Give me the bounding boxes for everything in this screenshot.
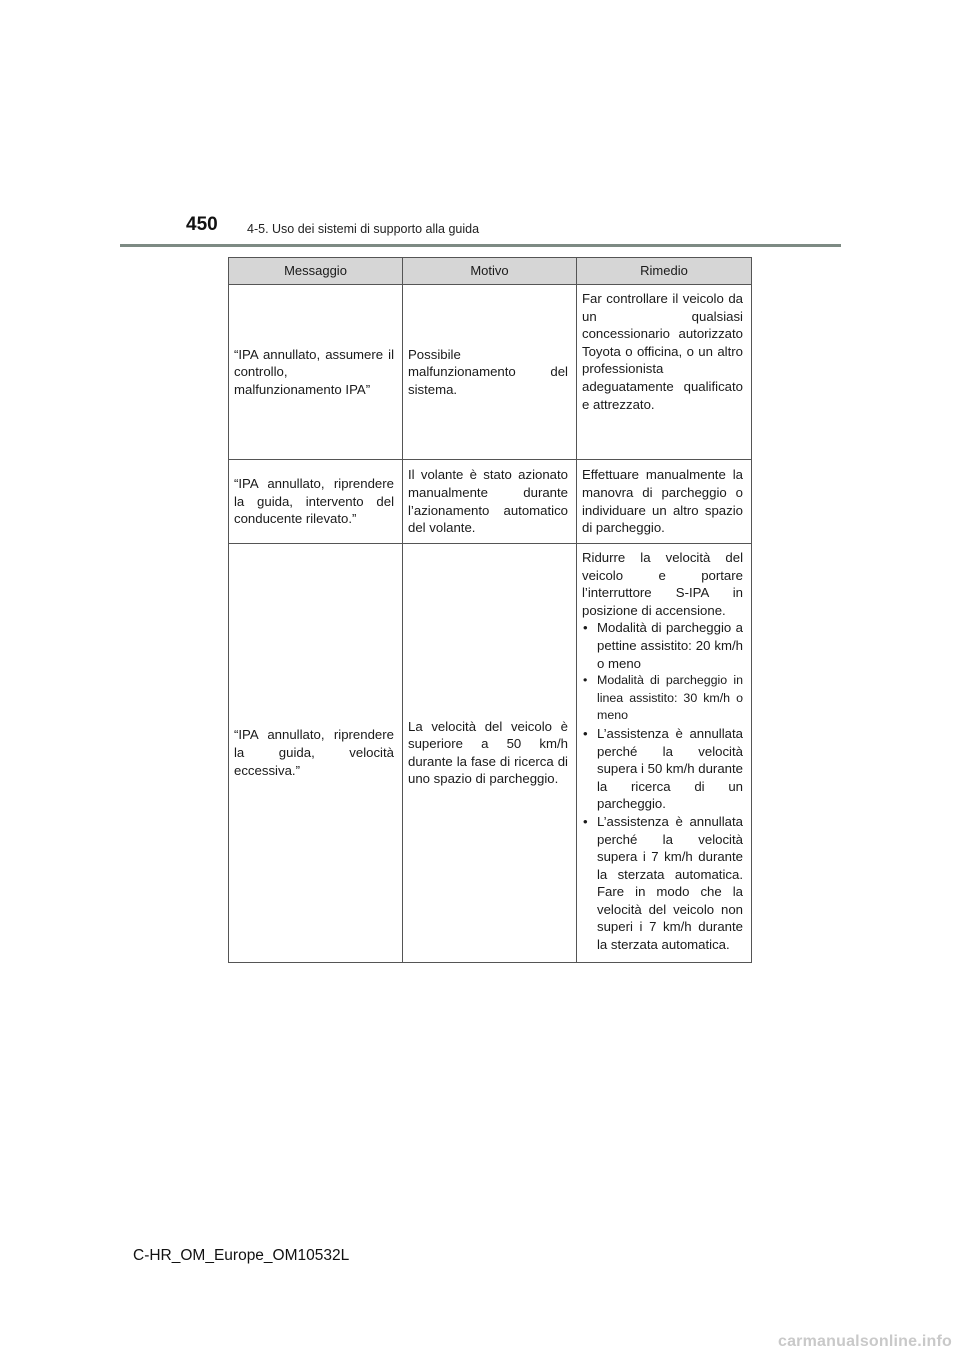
- header-divider: [120, 244, 841, 247]
- remedy-bullet: • L’assistenza è annullata perché la velocità supera i 50 km/h durante la ricerca di un parcheggio.: [582, 725, 743, 813]
- reason-cell: La velocità del veicolo è superiore a 50 km/h durante la fase di ricerca di uno spazio di parcheggio.: [403, 544, 577, 963]
- remedy-cell: [577, 544, 752, 963]
- message-table: [228, 257, 752, 963]
- table-row: [229, 285, 752, 460]
- message-cell: “IPA annullato, riprendere la guida, velocità eccessiva.”: [229, 544, 403, 963]
- document-code: C-HR_OM_Europe_OM10532L: [133, 1247, 350, 1264]
- remedy-bullet: • Modalità di parcheggio in linea assistito: 30 km/h o meno: [582, 672, 743, 725]
- remedy-bullet: • Modalità di parcheggio a pettine assistito: 20 km/h o meno: [582, 619, 743, 672]
- remedy-intro: Ridurre la velocità del veicolo e portare l’interruttore S-IPA in posizione di accensione.: [582, 550, 743, 618]
- watermark: carmanualsonline.info: [777, 1333, 952, 1350]
- table-row: [229, 544, 752, 963]
- reason-cell: Possibile malfunzionamento del sistema.: [403, 285, 577, 460]
- column-header-rimedio: Rimedio: [577, 258, 752, 285]
- table-header-row: [229, 258, 752, 285]
- section-title: 4-5. Uso dei sistemi di supporto alla guida: [247, 222, 480, 236]
- remedy-bullet: • L’assistenza è annullata perché la velocità supera i 7 km/h durante la sterzata automatica. Fare in modo che la velocità del veicolo non superi i 7 km/h durante la sterzata automatica.: [582, 813, 743, 954]
- page-number: 450: [186, 214, 218, 235]
- column-header-motivo: Motivo: [403, 258, 577, 285]
- table-row: [229, 460, 752, 544]
- remedy-cell: Far controllare il veicolo da un qualsiasi concessionario autorizzato Toyota o officina, o un altro professionista adeguatamente qualificato e attrezzato.: [577, 285, 752, 460]
- column-header-messaggio: Messaggio: [229, 258, 403, 285]
- message-cell: “IPA annullato, assumere il controllo, malfunzionamento IPA”: [229, 285, 403, 460]
- message-cell: “IPA annullato, riprendere la guida, intervento del conducente rilevato.”: [229, 460, 403, 544]
- reason-cell: Il volante è stato azionato manualmente durante l’azionamento automatico del volante.: [403, 460, 577, 544]
- remedy-cell: Effettuare manualmente la manovra di parcheggio o individuare un altro spazio di parcheggio.: [577, 460, 752, 544]
- remedy-bullet-list: [582, 619, 743, 953]
